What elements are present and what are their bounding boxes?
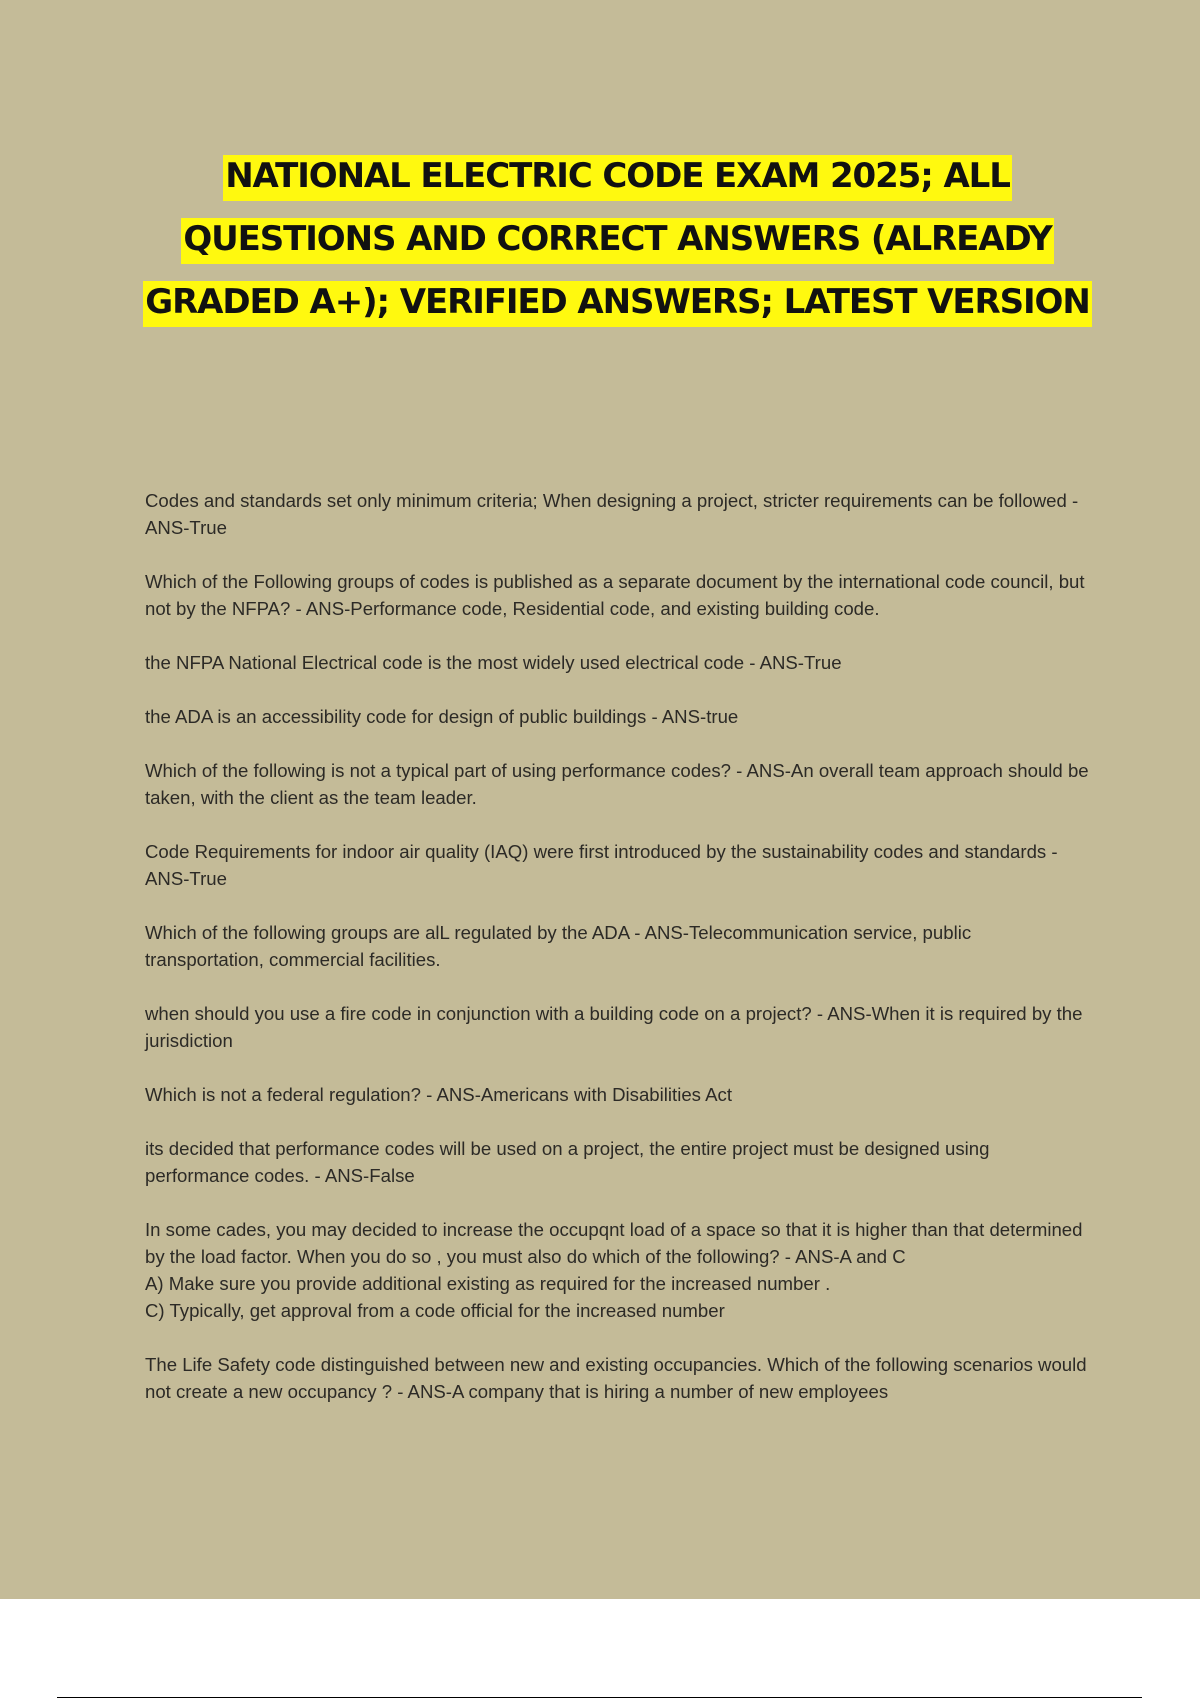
qa-item: Which of the following groups are alL regulated by the ADA - ANS-Telecommunication service, public transportation, commercial facilities.: [145, 922, 972, 970]
qa-item: the NFPA National Electrical code is the most widely used electrical code - ANS-True: [145, 652, 842, 673]
qa-item: Codes and standards set only minimum criteria; When designing a project, stricter requirements can be followed - ANS-True: [145, 490, 1079, 538]
document-title: [120, 145, 1115, 334]
qa-item: In some cades, you may decided to increase the occupqnt load of a space so that it is higher than that determined by the load factor. When you do so , you must also do which of the following? - ANS-A and C A) Make sure you provide additional existing as required for the increased number . C) Typically, get approval from a code official for the increased number: [145, 1219, 1083, 1321]
title-line-1: NATIONAL ELECTRIC CODE EXAM 2025; ALL: [223, 155, 1012, 201]
qa-list: [145, 487, 1095, 1432]
qa-item: Code Requirements for indoor air quality (IAQ) were first introduced by the sustainability codes and standards - ANS-True: [145, 841, 1058, 889]
title-line-3: GRADED A+); VERIFIED ANSWERS; LATEST VERSION: [143, 281, 1091, 327]
footer-divider: [57, 1697, 1142, 1698]
title-line-2: QUESTIONS AND CORRECT ANSWERS (ALREADY: [181, 218, 1053, 264]
qa-item: Which of the following is not a typical part of using performance codes? - ANS-An overall team approach should be taken, with the client as the team leader.: [145, 760, 1089, 808]
qa-item: its decided that performance codes will be used on a project, the entire project must be designed using performance codes. - ANS-False: [145, 1138, 990, 1186]
qa-item: when should you use a fire code in conjunction with a building code on a project? - ANS-When it is required by the jurisdiction: [145, 1003, 1083, 1051]
qa-item: Which is not a federal regulation? - ANS-Americans with Disabilities Act: [145, 1084, 732, 1105]
qa-item: the ADA is an accessibility code for design of public buildings - ANS-true: [145, 706, 739, 727]
qa-item: Which of the Following groups of codes is published as a separate document by the international code council, but not by the NFPA? - ANS-Performance code, Residential code, and existing building code.: [145, 571, 1085, 619]
qa-item: The Life Safety code distinguished between new and existing occupancies. Which of the following scenarios would not create a new occupancy ? - ANS-A company that is hiring a number of new employees: [145, 1354, 1087, 1402]
